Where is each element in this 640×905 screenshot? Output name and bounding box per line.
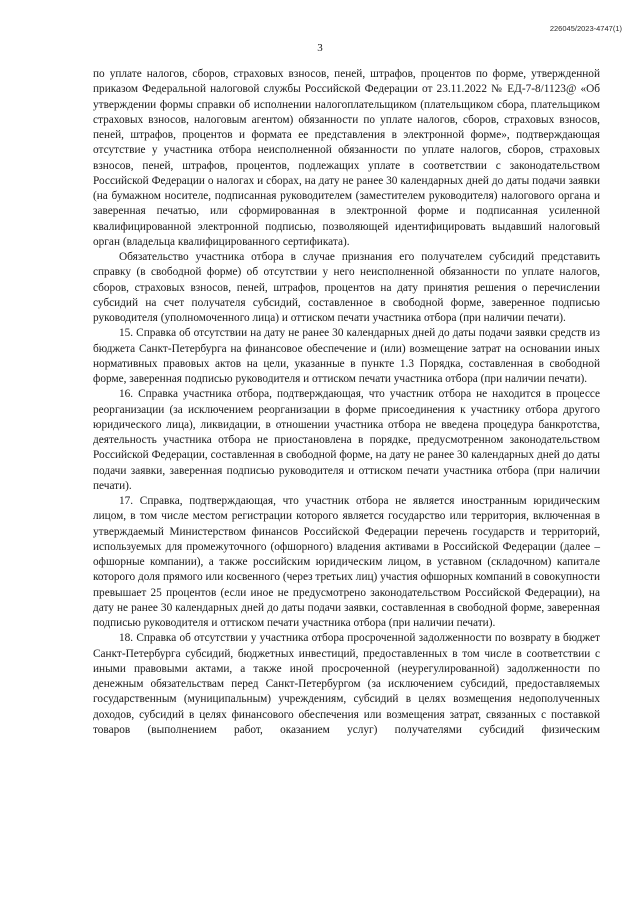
page-number: 3 <box>317 42 323 54</box>
paragraph-obligation: Обязательство участника отбора в случае признания его получателем субсидий представить справку (в свободной форме) об отсутствии у него неисполненной обязанности по уплате налогов, сборов, страховых взносов, пеней, штрафов, процентов на дату принятия решения о перечислении субсидий на счет получателя субсидий, составленное в свободной форме, заверенное подписью руководителя (уполномоченного лица) и оттиском печати участника отбора (при наличии печати). <box>93 251 600 324</box>
document-registration-number: 226045/2023-4747(1) <box>549 24 622 33</box>
paragraph-item-17: 17. Справка, подтверждающая, что участник отбора не является иностранным юридическим лицом, в том числе местом регистрации которого является государство или территория, включенная в утверждаемый Министерством финансов Российской Федерации перечень государств и территорий, используемых для промежуточного (офшорного) владения активами в Российской Федерации (далее – офшорные компании), а также российским юридическим лицом, в уставном (складочном) капитале которого доля прямого или косвенного (через третьих лиц) участия офшорных компаний в совокупности превышает 25 процентов (если иное не предусмотрено законодательством Российской Федерации), на дату не ранее 30 календарных дней до даты подачи заявки, составленная в свободной форме, заверенная подписью руководителя и оттиском печати участника отбора (при наличии печати). <box>93 495 600 629</box>
paragraph-tax-certificate-continuation: по уплате налогов, сборов, страховых взносов, пеней, штрафов, процентов по форме, утвержденной приказом Федеральной налоговой службы Российской Федерации от 23.11.2022 № ЕД-7-8/1123@ «Об утверждении формы справки об исполнении налогоплательщиком (плательщиком сбора, плательщиком страховых взносов, налоговым агентом) обязанности по уплате налогов, сборов, страховых взносов, пеней, штрафов, процентов и формата ее представления в электронной форме», подтверждающая отсутствие у участника отбора неисполненной обязанности по уплате налогов, сборов, страховых взносов, пеней, штрафов, процентов, подлежащих уплате в соответствии с законодательством Российской Федерации о налогах и сборах, на дату не ранее 30 календарных дней до даты подачи заявки (на бумажном носителе, подписанная руководителем (заместителем руководителя) налогового органа и заверенная печатью, или сформированная в электронной форме и подписанная усиленной квалифицированной электронной подписью, позволяющей идентифицировать выдавший налоговый орган (владельца квалифицированного сертификата). <box>93 68 600 248</box>
document-body <box>93 67 600 738</box>
paragraph-item-18: 18. Справка об отсутствии у участника отбора просроченной задолженности по возврату в бюджет Санкт-Петербурга субсидий, бюджетных инвестиций, предоставленных в том числе в соответствии с иными правовыми актами, а также иной просроченной (неурегулированной) задолженности по денежным обязательствам перед Санкт-Петербургом (за исключением субсидий, предоставляемых государственным (муниципальным) учреждениям, субсидий в целях возмещения недополученных доходов, субсидий в целях финансового обеспечения или возмещения затрат, связанных с поставкой товаров (выполнением работ, оказанием услуг) получателями субсидий физическим <box>93 632 600 736</box>
paragraph-item-16: 16. Справка участника отбора, подтверждающая, что участник отбора не находится в процессе реорганизации (за исключением реорганизации в форме присоединения к участнику отбора другого юридического лица), ликвидации, в отношении участника отбора не введена процедура банкротства, деятельность участника отбора не приостановлена в порядке, предусмотренном законодательством Российской Федерации, составленная в свободной форме, на дату не ранее 30 календарных дней до даты подачи заявки, заверенная подписью руководителя и оттиском печати участника отбора (при наличии печати). <box>93 388 600 492</box>
paragraph-item-15: 15. Справка об отсутствии на дату не ранее 30 календарных дней до даты подачи заявки средств из бюджета Санкт-Петербурга на финансовое обеспечение и (или) возмещение затрат на основании иных нормативных правовых актов на цели, указанные в пункте 1.3 Порядка, составленная в свободной форме, заверенная подписью руководителя и оттиском печати участника отбора (при наличии печати). <box>93 327 600 385</box>
